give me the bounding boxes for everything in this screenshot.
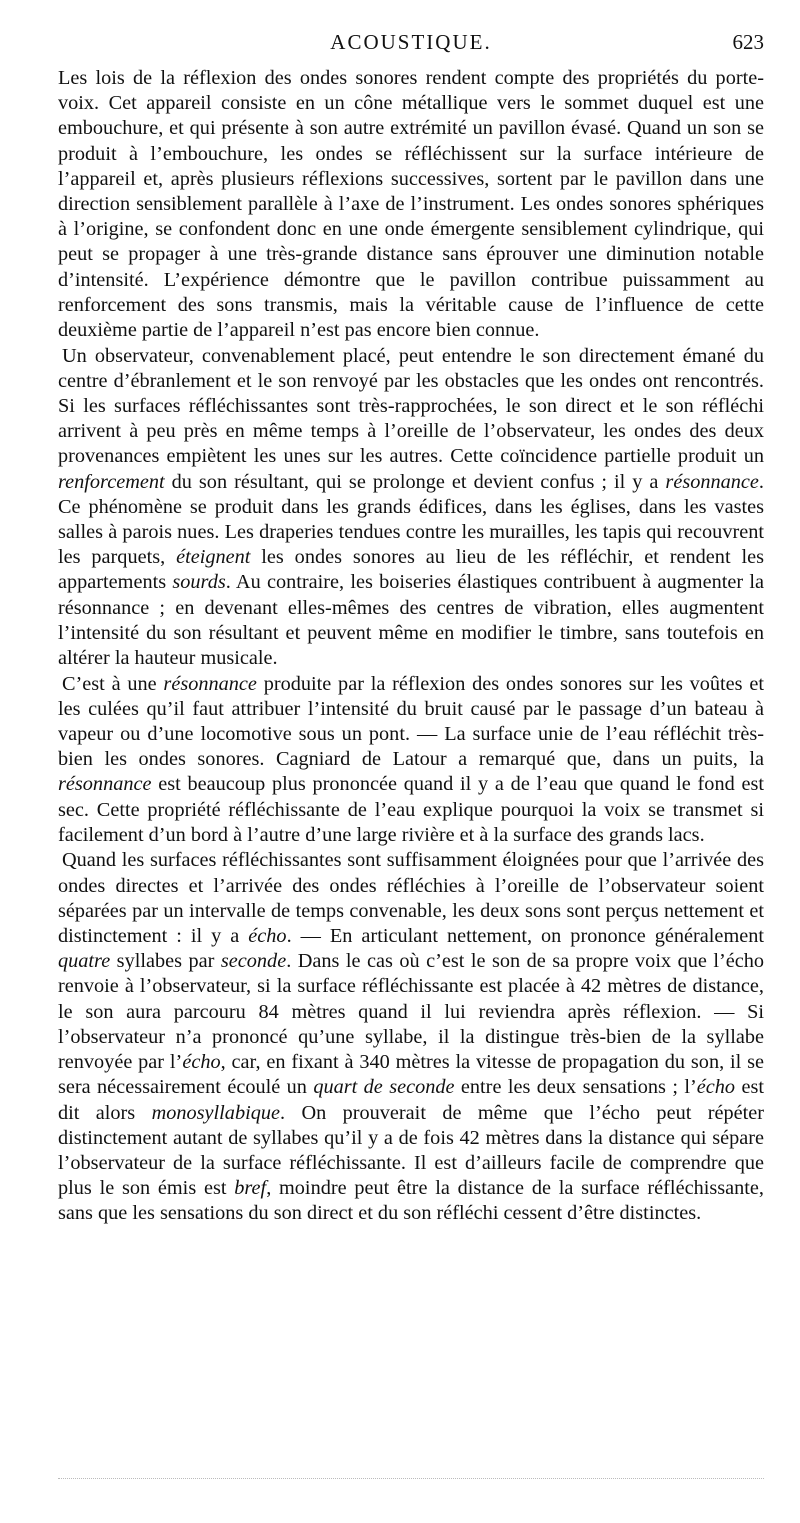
paragraph-text: Les lois de la réflexion des ondes sonores rendent compte des propriétés du porte-voix. Cet appareil consiste en un cône métallique vers le sommet duquel est une embouchure, et qui présente à son autre extrémité un pavillon évasé. Quand un son se produit à l’embouchure, les ondes se réfléchissent sur la surface intérieure de l’appareil et, après plusieurs réflexions successives, sortent par le pavillon dans une direction sensiblement parallèle à l’axe de l’instrument. Les ondes sonores sphériques à l’origine, se confondent donc en une onde émergente sensiblement cylindrique, qui peut se propager à une très-grande distance sans éprouver une diminution notable d’intensité. L’expérience démontre que le pavillon contribue puissamment au renforcement des sons transmis, mais la véritable cause de l’influence de cette deuxième partie de l’appareil n’est pas encore bien connue. xyxy=(58,67,764,342)
emphasis-echo: écho xyxy=(696,1076,736,1099)
text-run: . Au contraire, les boiseries élastiques contribuent à augmenter la résonnance ; en devenant elles-mêmes des centres de vibration, elles augmentent l’intensité du son résultant et peuvent même en modifier le timbre, sans toutefois en altérer la hauteur musicale. xyxy=(58,571,764,670)
emphasis-eteignent: éteignent xyxy=(176,546,251,569)
text-run: Un observateur, convenablement placé, peut entendre le son directement émané du centre d’ébranlement et le son renvoyé par les obstacles que les ondes ont rencontrés. Si les surfaces réfléchissantes sont très-rapprochées, le son direct et le son réfléchi arrivent à peu près en même temps à l’oreille de l’observateur, les ondes des deux provenances empiètent les unes sur les autres. Cette coïncidence partielle produit un xyxy=(58,344,764,468)
emphasis-echo: écho xyxy=(182,1051,221,1074)
text-run: produite par la réflexion des ondes sonores sur les voûtes et les culées qu’il faut attribuer l’intensité du bruit causé par le passage d’un bateau à vapeur ou d’une locomotive sous un pont. — La surface unie de l’eau réfléchit très-bien les ondes sonores. Cagniard de Latour a remarqué que, dans un puits, la xyxy=(58,672,764,771)
text-run: Quand les surfaces réfléchissantes sont suffisamment éloignées pour que l’arrivée des ondes directes et l’arrivée des ondes réfléchies à l’oreille de l’observateur soient séparées par un intervalle de temps convenable, les deux sons sont perçus nettement et distinctement : il y a xyxy=(58,849,764,948)
emphasis-quatre: quatre xyxy=(58,950,111,973)
page-body xyxy=(58,66,764,1227)
emphasis-bref: bref xyxy=(234,1177,267,1200)
text-run: entre les deux sensations ; l’ xyxy=(454,1076,697,1099)
emphasis-seconde: seconde xyxy=(220,950,287,973)
text-run: . — En articulant nettement, on prononce généralement xyxy=(286,925,764,948)
text-run: , moindre peut être la distance de la surface réfléchissante, sans que les sensations du son direct et du son réfléchi cessent d’être distinctes. xyxy=(58,1177,764,1225)
emphasis-resonnance: résonnance xyxy=(665,470,759,493)
page-number: 623 xyxy=(732,30,764,54)
text-run: C’est à une xyxy=(62,672,164,695)
paragraph-echo xyxy=(58,848,764,1226)
emphasis-renforcement: renforcement xyxy=(58,470,165,493)
text-run: . Dans le cas où c’est le son de sa propre voix que l’écho renvoie à l’observateur, si la surface réfléchissante est placée à 42 mètres de distance, le son aura parcouru 84 mètres quand il lui reviendra après réflexion. — Si l’observateur n’a prononcé qu’une syllabe, il la distingue très-bien de la syllabe renvoyée par l’ xyxy=(58,950,765,1074)
paragraph-voutes xyxy=(58,672,764,848)
paragraph-porte-voix xyxy=(58,66,764,343)
text-run: syllabes par xyxy=(110,950,221,973)
text-run: du son résultant, qui se prolonge et devient confus ; il y a xyxy=(164,470,666,493)
emphasis-echo: écho xyxy=(248,925,287,948)
running-header xyxy=(58,30,764,60)
text-run: , car, en fixant à 340 mètres la vitesse de propagation du son, il se sera nécessairement écoulé un xyxy=(58,1051,765,1099)
emphasis-quart-de-seconde: quart de seconde xyxy=(313,1076,455,1099)
emphasis-sourds: sourds xyxy=(172,571,226,594)
text-run: les ondes sonores au lieu de les réfléchir, et rendent les appartements xyxy=(58,546,764,594)
text-run: est dit alors xyxy=(58,1076,764,1124)
text-run: . On prouverait de même que l’écho peut répéter distinctement autant de syllabes qu’il y a de fois 42 mètres dans la distance qui sépare l’observateur de la surface réfléchissante. Il est d’ailleurs facile de comprendre que plus le son émis est xyxy=(58,1101,765,1200)
bottom-print-mark xyxy=(58,1478,764,1479)
running-title: ACOUSTIQUE. xyxy=(330,30,492,54)
text-run: . Ce phénomène se produit dans les grands édifices, dans les églises, dans les vastes salles à parois nues. Les draperies tendues contre les murailles, les tapis qui recouvrent les parquets, xyxy=(58,470,764,569)
emphasis-monosyllabique: monosyllabique xyxy=(151,1101,281,1124)
paragraph-resonnance xyxy=(58,344,764,672)
emphasis-resonnance: résonnance xyxy=(58,773,152,796)
text-run: est beaucoup plus prononcée quand il y a de l’eau que quand le fond est sec. Cette propriété réfléchissante de l’eau explique pourquoi la voix se transmet si facilement d’un bord à l’autre d’une large rivière et à la surface des grands lacs. xyxy=(58,773,764,846)
emphasis-resonnance: résonnance xyxy=(163,672,257,695)
